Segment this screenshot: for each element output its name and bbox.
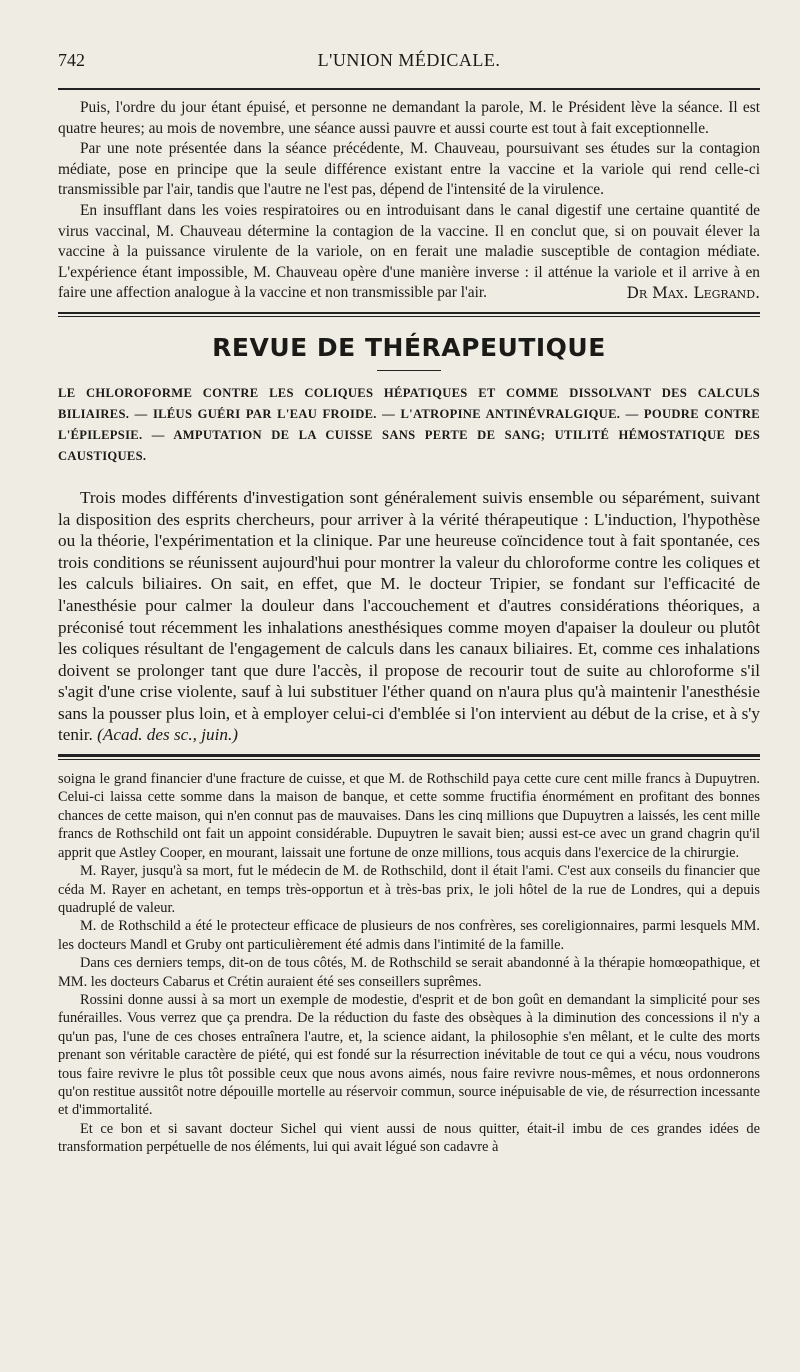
section-subtitle: LE CHLOROFORME CONTRE LES COLIQUES HÉPATIQUES ET COMME DISSOLVANT DES CALCULS BILIAIRES. — ILÉUS GUÉRI PAR L'EAU FROIDE. — L'ATROPINE ANTINÉVRALGIQUE. — POUDRE CONTRE L'ÉPILEPSIE. — AMPUTATION DE LA CUISSE SANS PERTE DE SANG; UTILITÉ HÉMOSTATIQUE DES CAUSTIQUES.: [58, 385, 760, 463]
academy-report: [58, 98, 760, 304]
section-divider-thin: [58, 316, 760, 317]
feuilleton-divider-thin: [58, 759, 760, 760]
feuilleton-paragraph: Dans ces derniers temps, dit-on de tous côtés, M. de Rothschild se serait abandonné à la thérapie homœopathique, et MM. les docteurs Cabarus et Crétin auraient été ses conseillers suprêmes.: [58, 955, 760, 990]
header-rule: [58, 88, 760, 90]
feuilleton-paragraph: Rossini donne aussi à sa mort un exemple de modestie, d'esprit et de bon goût en demandant la simplicité pour ses funérailles. Vous verrez que ça prendra. De la réduction du faste des obsèques à la diminution des concessions il n'y a qu'un pas, l'une de ces choses entraînera l'autre, et, la science aidant, la philosophie s'en mêlant, et le culte des morts prenant son véritable caractère de piété, qui est fondé sur la résurrection inévitable de tout ce qui a vécu, nous voudrons tous faire revivre le plus tôt possible ceux que nous avons aimés, nous faire revivre nous-mêmes, et nous ordonnerons qu'on restitue aussitôt notre dépouille mortelle au réservoir commun, source inépuisable de vie, de résurrection incessante et d'immortalité.: [58, 991, 760, 1119]
page-number: 742: [58, 50, 85, 70]
feuilleton-paragraph: Et ce bon et si savant docteur Sichel qui vient aussi de nous quitter, était-il imbu de ces grandes idées de transformation perpétuelle de nos éléments, lui qui avait légué son cadavre à: [58, 1120, 760, 1156]
report-paragraph: Puis, l'ordre du jour étant épuisé, et personne ne demandant la parole, M. le Président lève la séance. Il est quatre heures; au mois de novembre, une séance aussi pauvre et aussi courte est tout à fait exceptionnelle.: [58, 99, 760, 137]
journal-title: L'UNION MÉDICALE.: [317, 50, 501, 70]
feuilleton-paragraph: M. de Rothschild a été le protecteur efficace de plusieurs de nos confrères, ses coreligionnaires, parmi lesquels MM. les docteurs Mandl et Gruby ont particulièrement été admis dans l'intimité de la famille.: [58, 918, 760, 953]
citation: (Acad. des sc., juin.): [97, 725, 238, 745]
section-divider: [58, 312, 760, 314]
author-signature: Dr Max. Legrand.: [626, 284, 760, 303]
running-head: [58, 50, 760, 88]
feuilleton-paragraph: M. Rayer, jusqu'à sa mort, fut le médecin de M. de Rothschild, dont il était l'ami. C'est aux conseils du financier que céda M. Rayer en achetant, en temps très-opportun et à très-bas prix, le joli hôtel de la rue de Londres, qui a depuis quadruplé de valeur.: [58, 863, 760, 916]
report-paragraph: Par une note présentée dans la séance précédente, M. Chauveau, poursuivant ses études sur la contagion médiate, pose en principe que la seule différence existant entre la vaccine et la variole qui rend celle-ci transmissible par l'air, tandis que l'autre ne l'est pas, dépend de l'intensité de la virulence.: [58, 140, 760, 199]
review-text: Trois modes différents d'investigation sont généralement suivis ensemble ou séparément, suivant la disposition des esprits chercheurs, pour arriver à la vérité thérapeutique : L'induction, l'hypothèse ou la théorie, l'expérimentation et la clinique. Par une heureuse coïncidence tout à fait spontanée, ces trois conditions se réunissent aujourd'hui pour montrer la valeur du chloroforme contre les coliques et les calculs biliaires. On sait, en effet, que M. le docteur Tripier, se fondant sur l'efficacité de l'anesthésie pour calmer la douleur dans l'accouchement et d'autres considérations théoriques, a préconisé tout récemment les inhalations anesthésiques comme moyen d'apaiser la douleur ou plutôt les coliques résultant de l'engagement de calculs dans les canaux biliaires. Et, comme ces inhalations doivent se prolonger tant que dure l'accès, il propose de recourir tout de suite au chloroforme s'il s'agit d'une crise violente, sauf à lui substituer l'éther quand on n'aura plus qu'à maintenir l'anesthésie sans la pousser plus loin, et à employer celui-ci d'emblée si l'on intervient au début de la crise, et à s'y tenir.: [58, 487, 760, 745]
feuilleton-divider: [58, 754, 760, 757]
review-paragraph: [58, 487, 760, 746]
report-paragraph: En insufflant dans les voies respiratoires ou en introduisant dans le canal digestif une certaine quantité de virus vaccinal, M. Chauveau détermine la contagion de la vaccine. Il en conclut que, si on pouvait élever la vaccine à la puissance virulente de la variole, on en ferait une maladie susceptible de contagion médiate. L'expérience étant impossible, M. Chauveau opère d'une manière inverse : il atténue la variole et il arrive à en faire une affection analogue à la vaccine et non transmissible par l'air.: [58, 201, 760, 302]
title-underline: [377, 370, 441, 371]
therapeutics-review: [58, 487, 760, 746]
feuilleton-paragraph: soigna le grand financier d'une fracture de cuisse, et que M. de Rothschild paya cette cure cent mille francs à Dupuytren. Celui-ci laissa cette somme dans la maison de banque, et cette somme fructifia énormément en profitant des bonnes chances de cette maison, qui n'en connut pas de mauvaises. Dans les cinq millions que Dupuytren a laissés, les cent mille francs de Rothschild ont fait un appoint considérable. Dupuytren le savait bien; aussi est-ce avec un grand chagrin qu'il apprit que Astley Cooper, en mourant, laissait une fortune de onze millions, tous acquis dans l'exercice de la chirurgie.: [58, 771, 760, 861]
feuilleton: [58, 770, 760, 1157]
section-title: REVUE DE THÉRAPEUTIQUE: [212, 332, 606, 362]
document-page: [0, 50, 800, 1372]
